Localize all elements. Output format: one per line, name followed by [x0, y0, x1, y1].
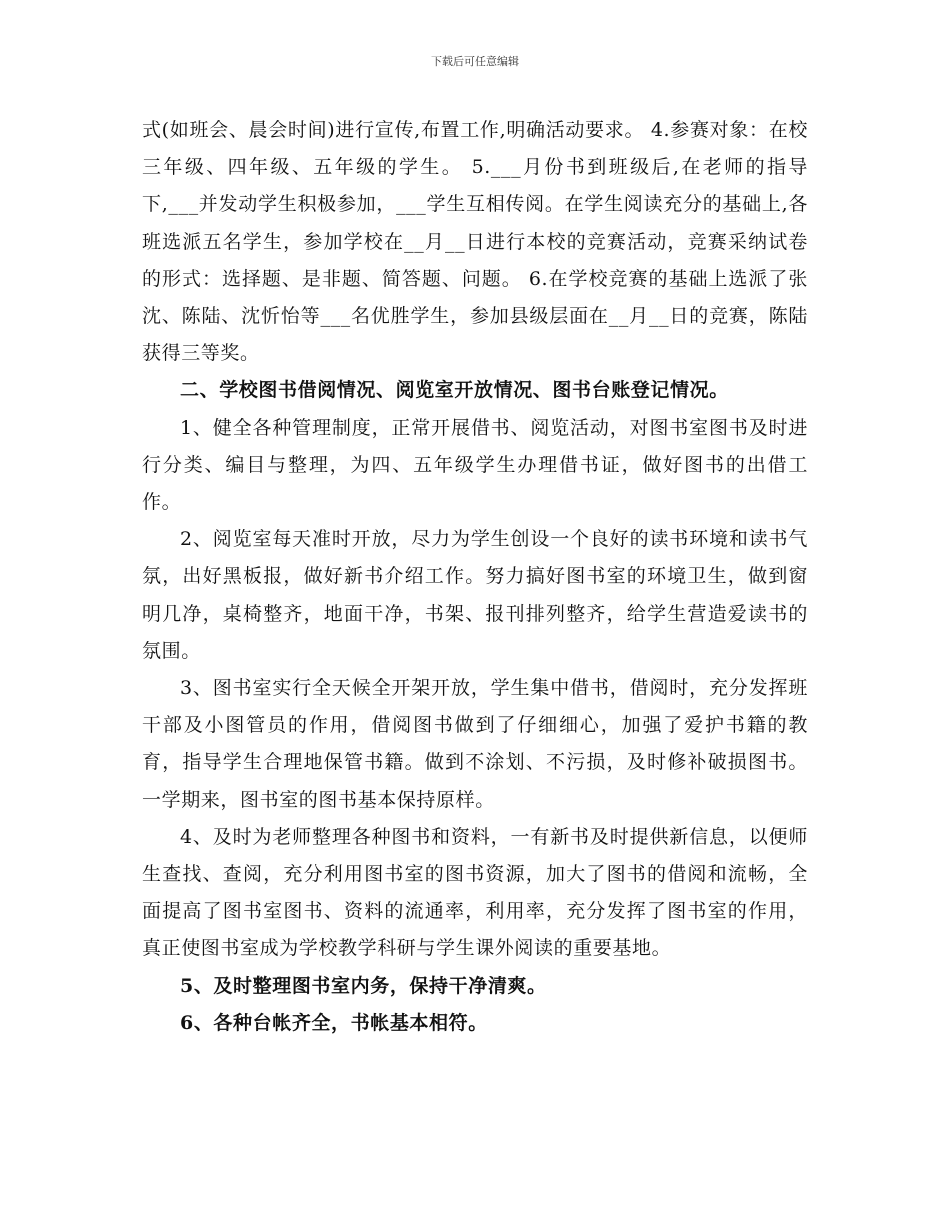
paragraph-item-2: 2、阅览室每天准时开放，尽力为学生创设一个良好的读书环境和读书气氛，出好黑板报，做好新书介绍工作。努力搞好图书室的环境卫生，做到窗明几净，桌椅整齐，地面干净，书架、报刊排列整齐，给学生营造爱读书的氛围。 [142, 528, 808, 662]
paragraph-activity-details: 式(如班会、晨会时间)进行宣传,布置工作,明确活动要求。 4.参赛对象：在校三年级、四年级、五年级的学生。 5.___月份书到班级后,在老师的指导下,___并发动学生积极参加，___学生互相传阅。在学生阅读充分的基础上,各班选派五名学生，参加学校在__月__日进行本校的竞赛活动，竞赛采纳试卷的形式：选择题、是非题、简答题、问题。 6.在学校竞赛的基础上选派了张沈、陈陆、沈忻怡等___名优胜学生，参加县级层面在__月__日的竞赛，陈陆获得三等奖。 [142, 119, 808, 365]
paragraph-item-3: 3、图书室实行全天候全开架开放，学生集中借书，借阅时，充分发挥班干部及小图管员的作用，借阅图书做到了仔细细心，加强了爱护书籍的教育，指导学生合理地保管书籍。做到不涂划、不污损，及时修补破损图书。一学期来，图书室的图书基本保持原样。 [142, 677, 808, 811]
paragraph-item-4: 4、及时为老师整理各种图书和资料，一有新书及时提供新信息，以便师生查找、查阅，充分利用图书室的图书资源，加大了图书的借阅和流畅，全面提高了图书室图书、资料的流通率，利用率，充分发挥了图书室的作用，真正使图书室成为学校教学科研与学生课外阅读的重要基地。 [142, 825, 808, 960]
paragraph-item-6: 6、各种台帐齐全，书帐基本相符。 [180, 1011, 488, 1034]
paragraph-item-5: 5、及时整理图书室内务，保持干净清爽。 [180, 974, 547, 997]
document-body [142, 112, 808, 1042]
paragraph-item-1: 1、健全各种管理制度，正常开展借书、阅览活动，对图书室图书及时进行分类、编目与整理，为四、五年级学生办理借书证，做好图书的出借工作。 [142, 416, 808, 514]
section-heading-library-status: 二、学校图书借阅情况、阅览室开放情况、图书台账登记情况。 [180, 379, 729, 402]
page-header: 下载后可任意编辑 [431, 55, 519, 68]
